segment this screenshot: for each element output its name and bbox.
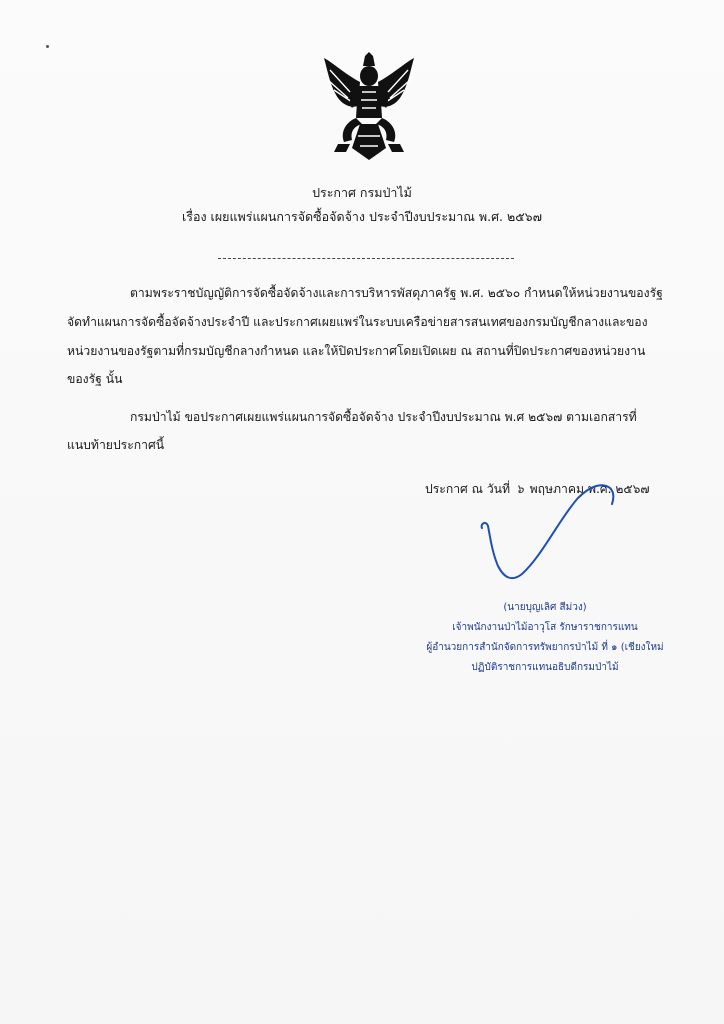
document-subject: เรื่อง เผยแพร่แผนการจัดซื้อจัดจ้าง ประจำปีงบประมาณ พ.ศ. ๒๕๖๗ [181,209,543,224]
date-suffix: พฤษภาคม พ.ศ. ๒๕๖๗ [529,482,650,496]
paragraph-1-line-4: ของรัฐ นั้น [67,372,123,386]
paragraph-2-line-2: แนบท้ายประกาศนี้ [67,438,165,452]
paragraph-1-line-3: หน่วยงานของรัฐตามที่กรมบัญชีกลางกำหนด และให้ปิดประกาศโดยเปิดเผย ณ สถานที่ปิดประกาศของหน่วยงาน [67,344,646,358]
signatory-office: ผู้อำนวยการสำนักจัดการทรัพยากรป่าไม้ ที่ ๑ (เชียงใหม่ [426,642,664,653]
paragraph-1-line-2: จัดทำแผนการจัดซื้อจัดจ้างประจำปี และประกาศเผยแพร่ในระบบเครือข่ายสารสนเทศของกรมบัญชีกลางและของ [67,315,648,329]
handwritten-signature [476,470,626,590]
dashed-divider [218,258,514,259]
paragraph-1-line-1: ตามพระราชบัญญัติการจัดซื้อจัดจ้างและการบริหารพัสดุภาครัฐ พ.ศ. ๒๕๖๐ กำหนดให้หน่วยงานของรัฐ [130,286,663,300]
date-prefix: ประกาศ ณ วันที่ [425,482,511,496]
document-title: ประกาศ กรมป่าไม้ [312,185,412,200]
garuda-emblem-icon [320,52,418,160]
date-day-handwritten: ๖ [515,482,524,496]
signatory-name: (นายบุญเลิศ สีม่วง) [503,602,587,613]
scan-speck [46,45,49,48]
signatory-acting-for: ปฏิบัติราชการแทนอธิบดีกรมป่าไม้ [471,662,619,673]
paragraph-2-line-1: กรมป่าไม้ ขอประกาศเผยแพร่แผนการจัดซื้อจัดจ้าง ประจำปีงบประมาณ พ.ศ ๒๕๖๗ ตามเอกสารที่ [130,410,637,424]
signatory-position: เจ้าพนักงานป่าไม้อาวุโส รักษาราชการแทน [452,622,638,633]
